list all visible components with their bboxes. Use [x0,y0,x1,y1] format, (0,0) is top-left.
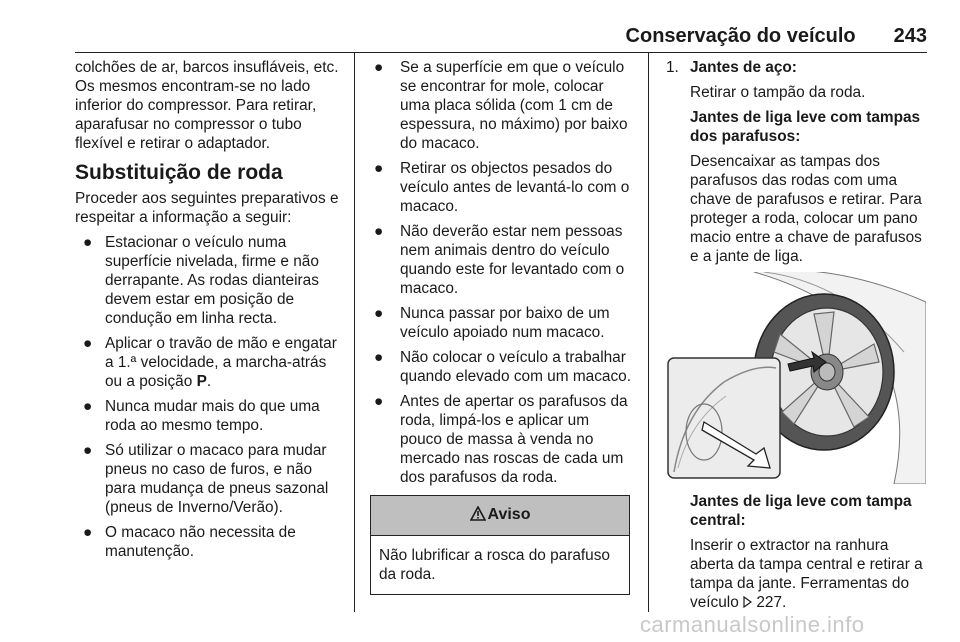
warning-text: Não lubrificar a rosca do parafuso da roda. [379,547,610,583]
list-item: ● Nunca mudar mais do que uma roda ao mesmo tempo. [83,398,320,434]
warning-triangle-icon [470,506,486,526]
step-1 [666,58,928,266]
bullet-icon: ● [374,349,384,366]
section-heading: Substituição de roda [75,161,283,184]
warning-header [371,496,629,536]
bullet-icon: ● [374,160,384,177]
list-item: ● O macaco não necessita de manutenção. [83,524,296,560]
list-item: ● Não deverão estar nem pessoas nem animais dentro do veículo quando este for levantado com o macaco. [374,223,625,297]
bullet-icon: ● [374,305,384,322]
page-reference[interactable]: 227. [756,594,787,611]
list-item: ● Não colocar o veículo a trabalhar quando elevado com um macaco. [374,349,631,385]
bullet-icon: ● [83,398,93,415]
list-item: ● Retirar os objectos pesados do veículo antes de levantá-lo com o macaco. [374,160,630,215]
bullet-icon: ● [83,524,93,541]
step-number: 1. [666,59,679,76]
column-divider [354,52,355,612]
list-item: ● Antes de apertar os parafusos da roda, limpá-los e aplicar um pouco de massa à venda no mercado nas roscas de cada um dos parafusos da roda. [374,393,628,486]
watermark: carmanualsonline.info [640,612,865,637]
warning-box [370,495,630,595]
column-right [666,58,928,619]
column-middle [370,58,634,595]
central-cap-text: Inserir o extractor na ranhura aberta da tampa central e retirar a tampa da jante. Ferramentas do veículo 227. [690,537,923,611]
steel-text: Retirar o tampão da roda. [690,84,866,101]
intro-paragraph: colchões de ar, barcos insufláveis, etc. Os mesmos encontram-se no lado inferior do compressor. Para retirar, aparafusar no compressor o tubo flexível e retirar o adaptador. [75,59,339,152]
page-reference-arrow-icon [743,594,752,613]
central-cap-heading: Jantes de liga leve com tampa central: [690,493,912,529]
bullet-icon: ● [83,234,93,251]
column-left [75,58,345,567]
page-header [75,24,927,53]
list-item: ● Nunca passar por baixo de um veículo apoiado num macaco. [374,305,610,341]
preparation-list [75,233,345,561]
alloy-heading: Jantes de liga leve com tampas dos parafusos: [690,109,921,145]
steel-heading: Jantes de aço: [690,59,797,76]
list-item: ● Só utilizar o macaco para mudar pneus no caso de furos, e não para mudança de pneus sazonal (pneus de Inverno/Verão). [83,442,329,516]
wheel-cap-removal-illustration [664,272,926,484]
bullet-icon: ● [83,442,93,459]
alloy-text: Desencaixar as tampas dos parafusos das rodas com uma chave de parafusos e retirar. Para proteger a roda, colocar um pano macio entre a chave de parafusos e a jante de liga. [690,153,922,265]
safety-list [370,58,634,487]
bullet-icon: ● [374,59,384,76]
gear-position-p: P [196,373,207,390]
list-item: ● Se a superfície em que o veículo se encontrar for mole, colocar uma placa sólida (com 1 cm de espessura, no máximo) por baixo do macaco. [374,59,628,152]
list-item: ● Estacionar o veículo numa superfície nivelada, firme e não derrapante. As rodas dianteiras devem estar em posição de condução em linha recta. [83,234,319,327]
column-divider [648,52,649,612]
section-title: Conservação do veículo [625,25,856,47]
bullet-icon: ● [374,223,384,240]
list-item: ● Aplicar o travão de mão e engatar a 1.ª velocidade, a marcha-atrás ou a posição P. [83,335,337,390]
bullet-icon: ● [83,335,93,352]
lead-paragraph: Proceder aos seguintes preparativos e respeitar a informação a seguir: [75,190,339,226]
bullet-icon: ● [374,393,384,410]
step-1-continued [666,492,928,613]
warning-title: Aviso [487,506,531,523]
page-number: 243 [893,25,927,47]
